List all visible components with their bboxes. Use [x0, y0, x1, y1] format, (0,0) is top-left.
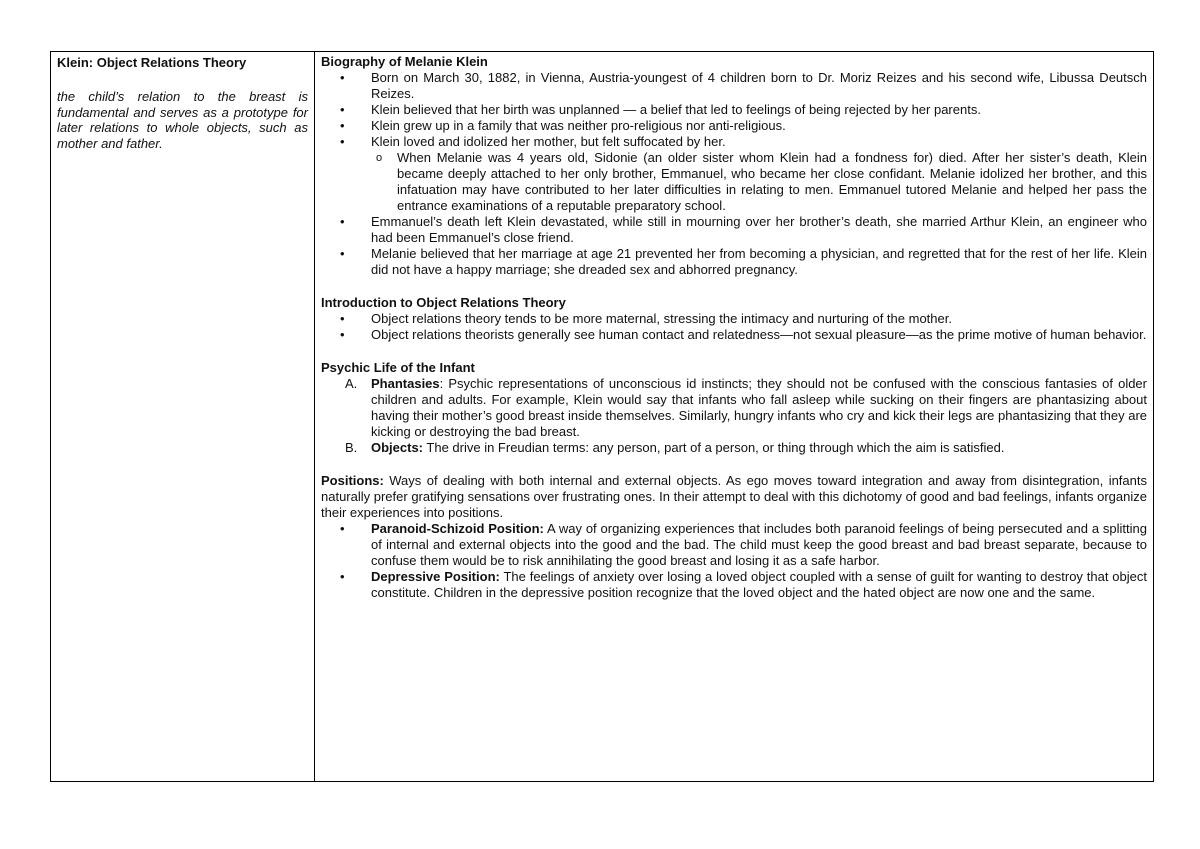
list-item: • Emmanuel’s death left Klein devastated, while still in mourning over her brother’s death, she married Arthur Klein, an engineer who had been Emmanuel’s close friend. — [340, 214, 1147, 245]
notes-table — [50, 51, 1154, 782]
list-item: • Depressive Position: The feelings of anxiety over losing a loved object coupled with a sense of guilt for wanting to destroy that object constitute. Children in the depressive position recognize that the loved object and the hated object are now one and the same. — [340, 569, 1147, 600]
left-column — [51, 52, 315, 782]
intro-list — [321, 311, 1147, 343]
term: Positions: — [321, 473, 384, 488]
list-item: • Object relations theorists generally see human contact and relatedness—not sexual pleasure—as the prime motive of human behavior. — [340, 327, 1147, 342]
term: Paranoid-Schizoid Position: — [371, 521, 544, 536]
list-item: • Klein loved and idolized her mother, but felt suffocated by her. — [340, 134, 726, 149]
list-item: • Melanie believed that her marriage at age 21 prevented her from becoming a physician, and regretted that for the rest of her life. Klein did not have a happy marriage; she dreaded sex and abhorred pregnancy. — [340, 246, 1147, 277]
biography-list — [321, 70, 1147, 150]
list-item: • Paranoid-Schizoid Position: A way of organizing experiences that includes both paranoid feelings of being persecuted and a splitting of internal and external objects into the good and the bad. The child must keep the good breast and bad breast separate, because to confuse them would be to risk annihilating the good breast and losing it as a safe harbor. — [340, 521, 1147, 568]
positions-list — [321, 521, 1147, 601]
list-item: A. Phantasies: Psychic representations of unconscious id instincts; they should not be confused with the conscious fantasies of older children and adults. For example, Klein would say that infants who fall asleep while sucking on their fingers are phantasizing about having their mother’s good breast inside themselves. Similarly, hungry infants who cry and kick their legs are phantasizing that they are kicking or destroying the bad breast. — [345, 376, 1147, 439]
positions-paragraph: Positions: Ways of dealing with both internal and external objects. As ego moves toward integration and away from disintegration, infants naturally prefer gratifying sensations over frustrating ones. In their attempt to deal with this dichotomy of good and bad feelings, infants organize their experiences into positions. — [321, 473, 1147, 520]
bullet-icon: • — [340, 118, 345, 133]
biography-sublist — [321, 150, 1147, 214]
document-page — [50, 51, 1153, 782]
list-marker: B. — [345, 440, 358, 455]
bullet-icon: • — [340, 102, 345, 117]
bullet-icon: • — [340, 311, 345, 326]
bullet-icon: • — [340, 246, 345, 261]
right-column — [315, 52, 1154, 782]
list-item: B. Objects: The drive in Freudian terms: any person, part of a person, or thing through which the aim is satisfied. — [345, 440, 1005, 455]
psychic-heading: Psychic Life of the Infant — [321, 360, 475, 375]
term: Depressive Position: — [371, 569, 500, 584]
list-item: • Born on March 30, 1882, in Vienna, Austria-youngest of 4 children born to Dr. Moriz Reizes and his second wife, Libussa Deutsch Reizes. — [340, 70, 1147, 101]
topic-title: Klein: Object Relations Theory — [57, 55, 247, 70]
term: Objects: — [371, 440, 424, 455]
bullet-icon: • — [340, 327, 345, 342]
list-item: • Object relations theory tends to be more maternal, stressing the intimacy and nurturing of the mother. — [340, 311, 952, 326]
bullet-icon: • — [340, 134, 345, 149]
biography-list-continued — [321, 214, 1147, 278]
bullet-icon: • — [340, 214, 345, 229]
topic-definition: the child’s relation to the breast is fundamental and serves as a prototype for later relations to whole objects, such as mother and father. — [57, 89, 308, 151]
intro-heading: Introduction to Object Relations Theory — [321, 295, 566, 310]
bullet-icon: • — [340, 569, 345, 584]
list-item: • Klein grew up in a family that was neither pro-religious nor anti-religious. — [340, 118, 786, 133]
bullet-icon: • — [340, 70, 345, 85]
term: Phantasies — [371, 376, 440, 391]
list-item: o When Melanie was 4 years old, Sidonie (an older sister whom Klein had a fondness for) died. After her sister’s death, Klein became deeply attached to her only brother, Emmanuel, who became her close confidant. Melanie idolized her brother, and this infatuation may have contributed to her later difficulties in relating to men. Emmanuel tutored Melanie and helped her pass the entrance examinations of a reputable preparatory school. — [376, 150, 1147, 213]
list-item: • Klein believed that her birth was unplanned — a belief that led to feelings of being rejected by her parents. — [340, 102, 981, 117]
hollow-bullet-icon: o — [376, 152, 383, 164]
psychic-list — [321, 376, 1147, 456]
biography-heading: Biography of Melanie Klein — [321, 54, 488, 69]
list-marker: A. — [345, 376, 358, 391]
bullet-icon: • — [340, 521, 345, 536]
table-row — [51, 52, 1154, 782]
